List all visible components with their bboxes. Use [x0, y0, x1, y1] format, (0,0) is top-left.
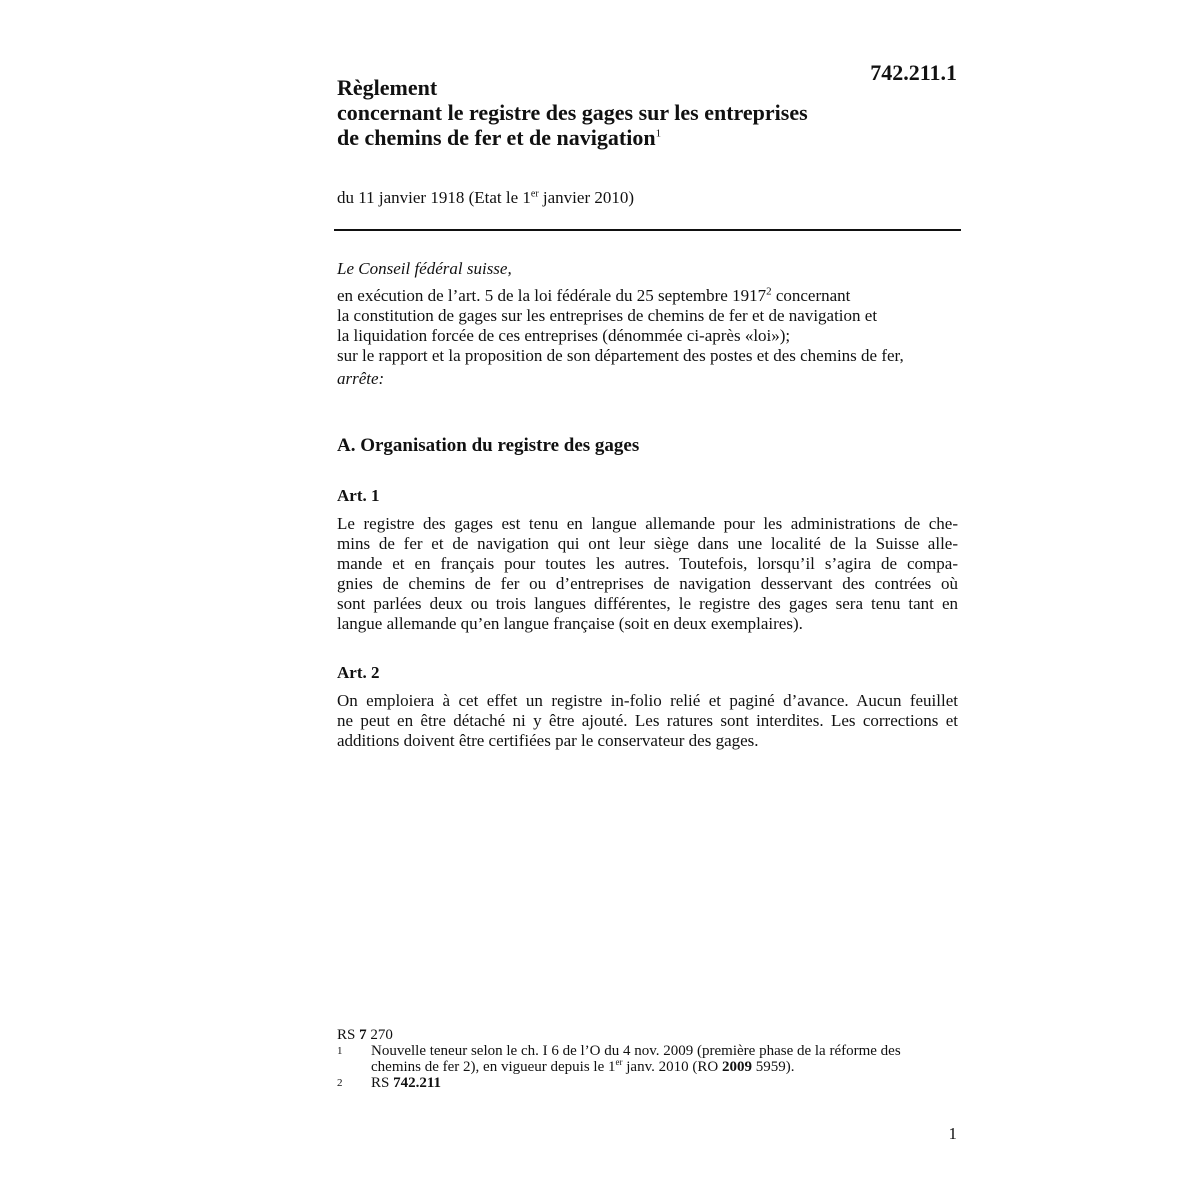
title-line-3-text: de chemins de fer et de navigation	[337, 125, 656, 150]
footnote-1-line-1: Nouvelle teneur selon le ch. I 6 de l’O du 4 nov. 2009 (première phase de la réforme des	[371, 1043, 901, 1059]
date-prefix: du 11 janvier 1918 (Etat le 1	[337, 188, 531, 207]
preamble	[337, 259, 957, 389]
footnote-text	[371, 1043, 957, 1075]
article-1-line: gnies de chemins de fer ou d’entreprises de navigation desservant des contrées où	[337, 574, 958, 593]
header-divider	[334, 229, 961, 231]
article-1-title: Art. 1	[337, 486, 380, 505]
preamble-line-2: la constitution de gages sur les entreprises de chemins de fer et de navigation et	[337, 306, 878, 325]
article-2-text	[337, 691, 958, 751]
date-sup: er	[530, 188, 539, 200]
article-1-line: mins de fer et de navigation qui ont leur siège dans une localité de la Suisse alle-	[337, 534, 958, 553]
footnote-1-sup: er	[615, 1057, 623, 1067]
document-title	[337, 75, 897, 150]
preamble-line-3: la liquidation forcée de ces entreprises (dénommée ci-après «loi»);	[337, 326, 791, 345]
footnote-1-line-2-c: 5959).	[751, 1059, 795, 1075]
footnote-ref-1[interactable]: 1	[655, 127, 662, 140]
rs-prefix: RS	[337, 1027, 360, 1043]
title-line-2: concernant le registre des gages sur les entreprises	[337, 100, 808, 125]
article-2-line: additions doivent être certifiées par le conservateur des gages.	[337, 731, 759, 750]
footnote-text	[371, 1075, 957, 1091]
footnote-1	[337, 1043, 957, 1075]
article-2-line: On emploiera à cet effet un registre in-folio relié et paginé d’avance. Aucun feuillet	[337, 691, 958, 710]
title-line-3	[337, 125, 897, 150]
article-2-line: ne peut en être détaché ni y être ajouté. Les ratures sont interdites. Les corrections et	[337, 711, 958, 730]
footnote-number: 1	[337, 1045, 343, 1057]
footnotes	[337, 1027, 957, 1091]
footnote-ref-2[interactable]: 2	[766, 285, 772, 298]
document-date	[337, 188, 634, 208]
preamble-authority: Le Conseil fédéral suisse,	[337, 259, 512, 278]
footnote-1-line-2-a: chemins de fer 2), en vigueur depuis le 1	[371, 1059, 616, 1075]
article-2-title: Art. 2	[337, 663, 380, 682]
footnote-1-line-2-b: janv. 2010 (RO	[622, 1059, 722, 1075]
article-1-line: langue allemande qu’en langue française (soit en deux exemplaires).	[337, 614, 803, 633]
preamble-line-1-b: concernant	[771, 286, 851, 305]
article-1-text	[337, 514, 958, 634]
rs-reference	[337, 1027, 957, 1043]
footnote-2-bold: 742.211	[393, 1075, 442, 1091]
date-suffix: janvier 2010)	[538, 188, 635, 207]
preamble-line-1	[337, 286, 957, 306]
title-line-1: Règlement	[337, 75, 438, 100]
article-1-line: sont parlées deux ou trois langues différentes, le registre des gages sera tenu tant en	[337, 594, 958, 613]
section-title: A. Organisation du registre des gages	[337, 435, 640, 456]
footnote-2	[337, 1075, 957, 1091]
preamble-decree: arrête:	[337, 369, 385, 388]
rs-suffix: 270	[366, 1027, 393, 1043]
article-1-line: mande et en français pour toutes les autres. Toutefois, lorsqu’il s’agira de compa-	[337, 554, 958, 573]
rs-bold: 7	[359, 1027, 367, 1043]
page-number: 1	[948, 1124, 957, 1143]
footnote-2-a: RS	[371, 1075, 394, 1091]
preamble-line-1-a: en exécution de l’art. 5 de la loi fédérale du 25 septembre 1917	[337, 286, 767, 305]
footnote-1-bold: 2009	[721, 1059, 752, 1075]
article-1-line: Le registre des gages est tenu en langue allemande pour les administrations de che-	[337, 514, 958, 533]
footnote-1-line-2	[371, 1059, 957, 1075]
sr-number: 742.211.1	[870, 60, 957, 85]
preamble-line-4: sur le rapport et la proposition de son département des postes et des chemins de fer,	[337, 346, 904, 365]
footnote-number: 2	[337, 1077, 343, 1089]
